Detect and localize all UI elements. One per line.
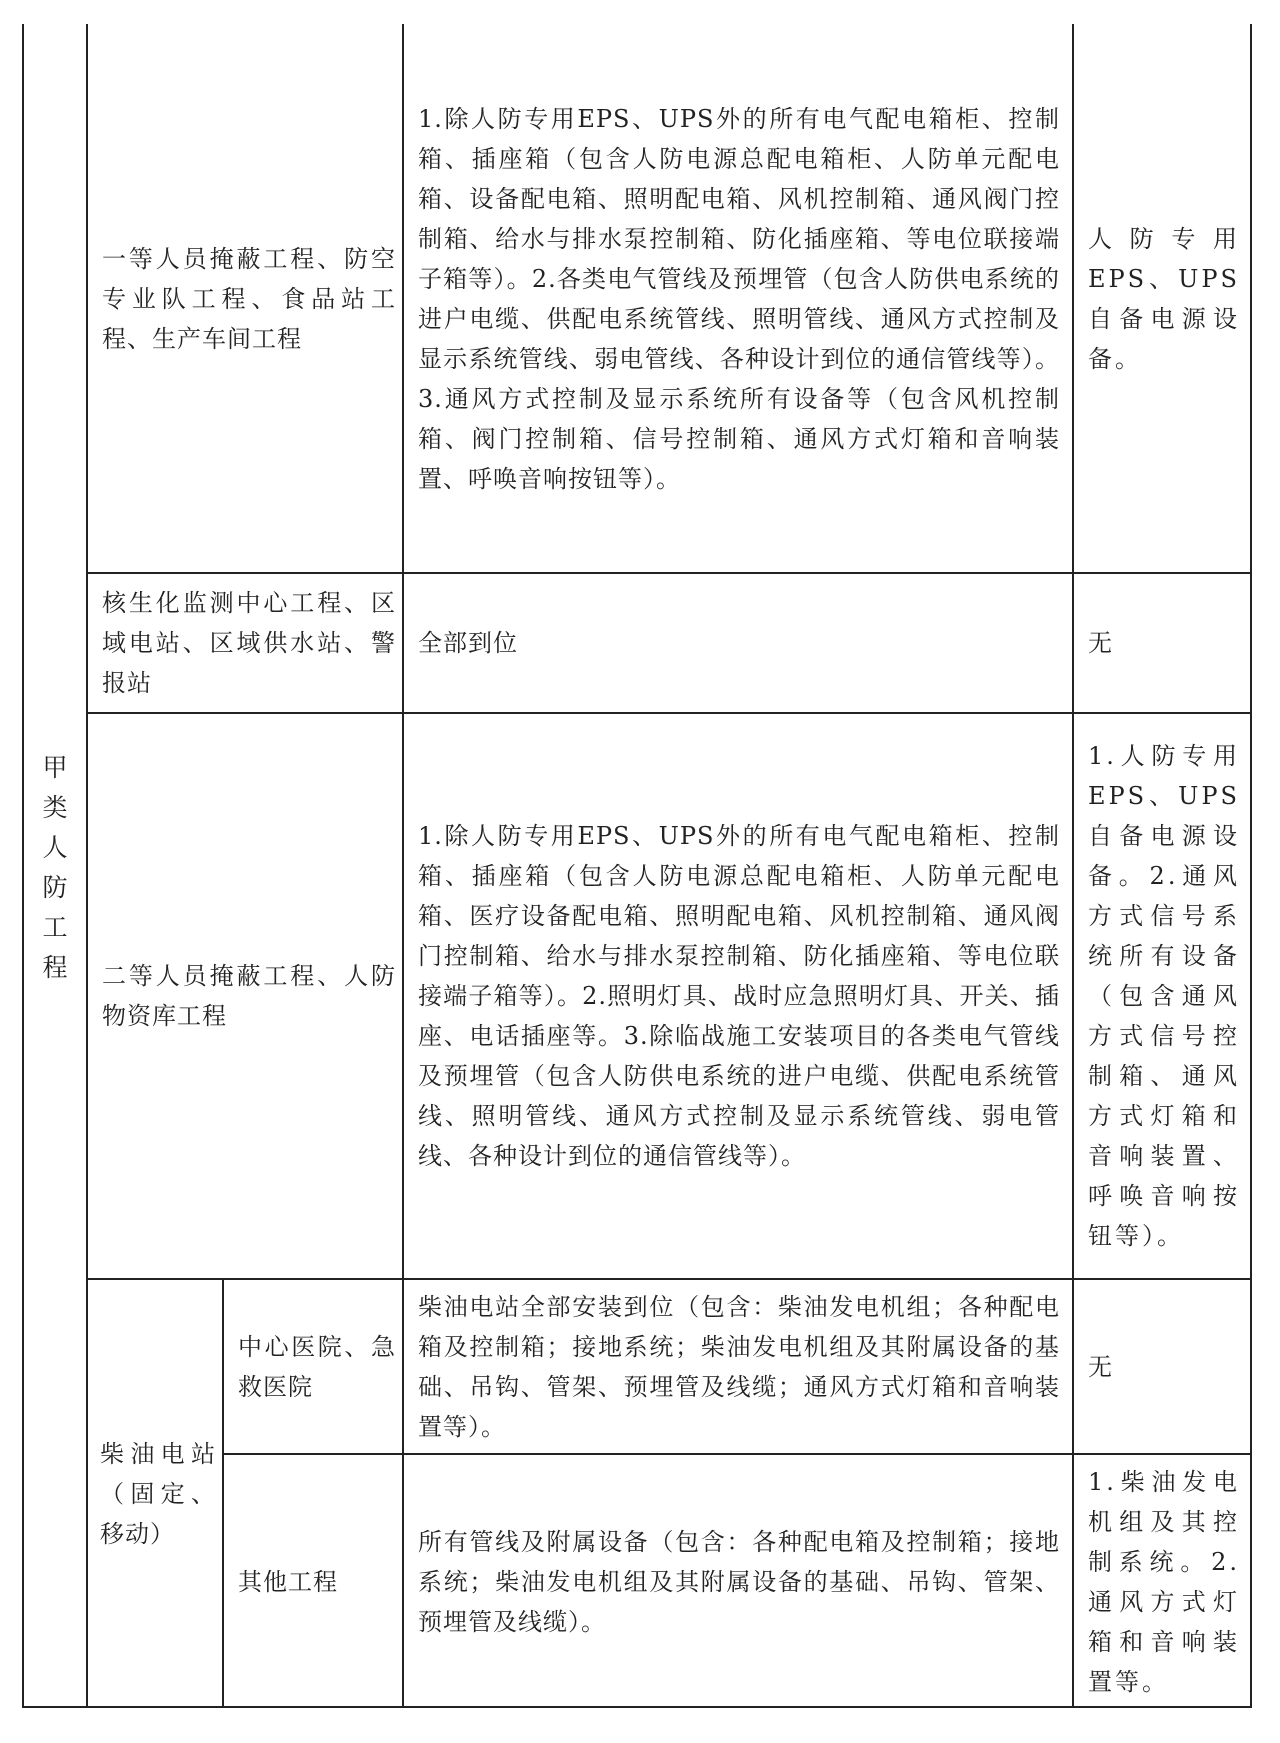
installed-items-cell: 1.除人防专用EPS、UPS外的所有电气配电箱柜、控制箱、插座箱（包含人防电源总配电箱柜、人防单元配电箱、医疗设备配电箱、照明配电箱、风机控制箱、通风阀门控制箱、给水与排水泵控制箱、防化插座箱、等电位联接端子箱等）。2.照明灯具、战时应急照明灯具、开关、插座、电话插座等。3.除临战施工安装项目的各类电气管线及预埋管（包含人防供电系统的进户电缆、供配电系统管线、照明管线、通风方式控制及显示系统管线、弱电管线、各种设计到位的通信管线等）。 bbox=[418, 822, 1060, 1170]
installed-items-cell: 所有管线及附属设备（包含：各种配电箱及控制箱；接地系统；柴油发电机组及其附属设备的基础、吊钩、管架、预埋管及线缆）。 bbox=[418, 1527, 1060, 1636]
project-type-cell: 中心医院、急救医院 bbox=[238, 1332, 396, 1401]
project-type-cell: 一等人员掩蔽工程、防空专业队工程、食品站工程、生产车间工程 bbox=[102, 245, 396, 353]
deferred-items-cell: 人防专用EPS、UPS自备电源设备。 bbox=[1088, 225, 1240, 373]
category-label bbox=[24, 748, 86, 988]
installed-items-cell: 1.除人防专用EPS、UPS外的所有电气配电箱柜、控制箱、插座箱（包含人防电源总配电箱柜、人防单元配电箱、设备配电箱、照明配电箱、风机控制箱、通风阀门控制箱、给水与排水泵控制箱、防化插座箱、等电位联接端子箱等）。2.各类电气管线及预埋管（包含人防供电系统的进户电缆、供配电系统管线、照明管线、通风方式控制及显示系统管线、弱电管线、各种设计到位的通信管线等）。3.通风方式控制及显示系统所有设备等（包含风机控制箱、阀门控制箱、信号控制箱、通风方式灯箱和音响装置、呼唤音响按钮等）。 bbox=[418, 105, 1060, 493]
col-divider-1 bbox=[86, 24, 88, 1708]
category-char: 工 bbox=[42, 913, 68, 942]
category-char: 防 bbox=[42, 873, 68, 902]
deferred-items-cell: 1.人防专用EPS、UPS自备电源设备。2.通风方式信号系统所有设备（包含通风方式信号控制箱、通风方式灯箱和音响装置、呼唤音响按钮等）。 bbox=[1088, 742, 1240, 1250]
category-char: 人 bbox=[42, 833, 68, 862]
col-divider-3 bbox=[402, 24, 404, 1708]
deferred-items-cell: 无 bbox=[1088, 1352, 1113, 1381]
deferred-items-cell: 无 bbox=[1088, 629, 1113, 657]
project-type-cell: 核生化监测中心工程、区域电站、区域供水站、警报站 bbox=[102, 589, 396, 697]
project-type-cell: 其他工程 bbox=[238, 1567, 338, 1596]
col-divider-2 bbox=[222, 1278, 224, 1708]
deferred-items-cell: 1.柴油发电机组及其控制系统。2.通风方式灯箱和音响装置等。 bbox=[1088, 1467, 1240, 1696]
category-char: 甲 bbox=[42, 753, 68, 782]
category-char: 类 bbox=[42, 793, 68, 822]
diesel-station-group-cell: 柴油电站（固定、移动） bbox=[100, 1440, 216, 1548]
category-char: 程 bbox=[42, 953, 68, 982]
col-divider-4 bbox=[1072, 24, 1074, 1708]
installed-items-cell: 柴油电站全部安装到位（包含：柴油发电机组；各种配电箱及控制箱；接地系统；柴油发电机组及其附属设备的基础、吊钩、管架、预埋管及线缆；通风方式灯箱和音响装置等）。 bbox=[418, 1292, 1060, 1441]
project-type-cell: 二等人员掩蔽工程、人防物资库工程 bbox=[102, 962, 396, 1030]
installed-items-cell: 全部到位 bbox=[418, 629, 518, 657]
